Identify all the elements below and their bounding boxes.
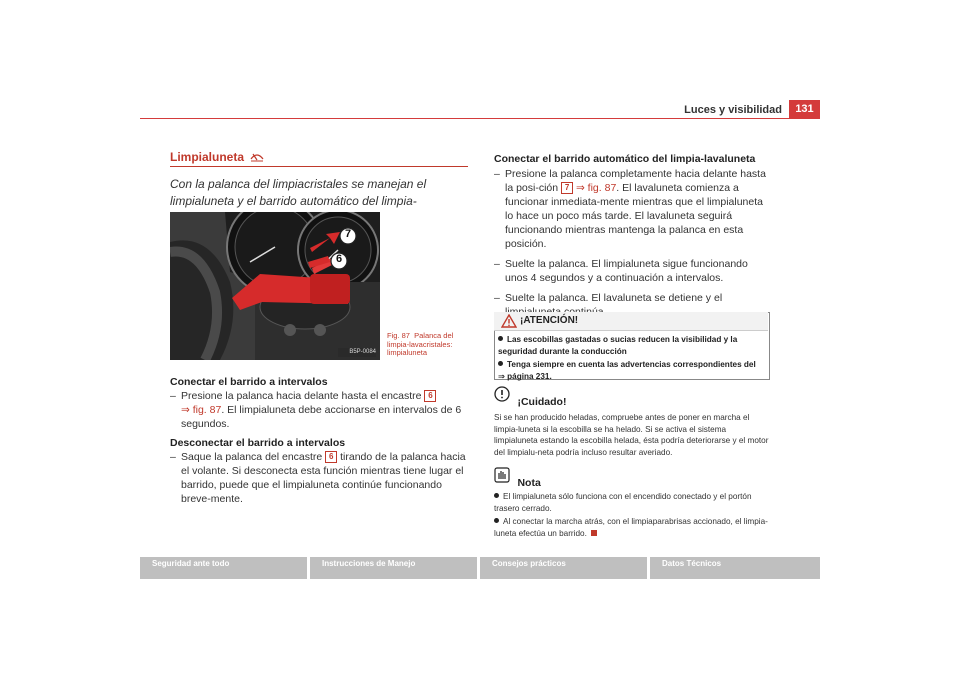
footer-tab-seguridad[interactable]: Seguridad ante todo	[140, 557, 307, 579]
caution-text: Si se han producido heladas, compruebe antes de poner en marcha el limpia-luneta si la escobilla se ha helado. Si se activa el sistema limpialuneta estando la escobilla helada, ésta podría deteriorarse y el motor del limpialu-neta podría incluso resultar averiado.	[494, 413, 769, 457]
position-badge-6: 6	[424, 390, 436, 402]
footer-tab-consejos[interactable]: Consejos prácticos	[480, 557, 647, 579]
note-section	[494, 467, 770, 539]
paragraph-auto-wash: – Presione la palanca completamente hacia delante hasta la posi-ción 7 ⇒ fig. 87. El lavaluneta comienza a funcionar inmediata-mente mientras que el limpialuneta lo hace un poco más tarde. El lavaluneta seguirá funcionando mientras mantenga la palanca en esta posición.	[494, 168, 766, 250]
callout-7: 7	[344, 228, 352, 240]
figure-code: B5P-0084	[349, 349, 376, 355]
heading-intervals-off: Desconectar el barrido a intervalos	[170, 437, 346, 449]
header-rule	[140, 118, 820, 119]
fig-link[interactable]: ⇒ fig. 87	[181, 404, 222, 416]
paragraph-release-1: – Suelte la palanca. El limpialuneta sigue funcionando unos 4 segundos y a continuación a intervalos.	[494, 258, 748, 284]
warning-header	[494, 312, 768, 331]
bullet-icon	[498, 361, 503, 366]
section-rule	[170, 166, 468, 167]
bullet-icon	[494, 493, 499, 498]
right-column	[494, 153, 770, 319]
note-title: Nota	[517, 477, 541, 489]
fig-link[interactable]: ⇒ fig. 87	[575, 182, 617, 194]
figure-wiper-lever	[170, 212, 380, 360]
paragraph-intervals-on: – Presione la palanca hacia delante hasta el encastre 6 ⇒ fig. 87. El limpialuneta debe accionarse en intervalos de 6 segundos.	[170, 390, 462, 430]
footer-tab-instrucciones[interactable]: Instrucciones de Manejo	[310, 557, 477, 579]
caution-title: ¡Cuidado!	[517, 396, 567, 408]
note-item-2: Al conectar la marcha atrás, con el limpiaparabrisas accionado, el limpia-luneta efectúa un barrido.	[494, 517, 768, 538]
note-hand-icon	[494, 467, 510, 483]
heading-intervals-on: Conectar el barrido a intervalos	[170, 376, 328, 388]
page-link[interactable]: ⇒ página 231.	[498, 371, 552, 381]
paragraph-release-2: – Suelte la palanca. El lavaluneta se detiene y el	[494, 292, 723, 304]
section-intro: Con la palanca del limpiacristales se manejan el limpialuneta y el barrido automático del limpia-	[170, 177, 427, 208]
section-title: Limpialuneta	[170, 150, 264, 164]
warning-title: ¡ATENCIÓN!	[520, 315, 579, 326]
figure-caption: Fig. 87 Palanca del limpia-lavacristales: limpialuneta	[387, 331, 454, 357]
running-header-title: Luces y visibilidad	[684, 104, 782, 116]
position-badge-7: 7	[561, 182, 573, 194]
note-item-1: El limpialuneta sólo funciona con el encendido conectado y el portón trasero cerrado.	[494, 492, 752, 513]
warning-item-1: Las escobillas gastadas o sucias reducen la visibilidad y la seguridad durante la conducción	[498, 335, 738, 356]
heading-auto-wash: Conectar el barrido automático del limpia-lavaluneta	[494, 153, 756, 165]
warning-body	[498, 334, 766, 382]
bullet-icon	[498, 336, 503, 341]
left-column	[170, 376, 470, 506]
position-badge-6: 6	[325, 451, 337, 463]
caution-section	[494, 386, 770, 458]
footer-tab-datos[interactable]: Datos Técnicos	[650, 557, 820, 579]
bullet-icon	[494, 518, 499, 523]
caution-exclamation-icon	[494, 386, 510, 402]
page-number: 131	[789, 100, 820, 119]
paragraph-intervals-off: – Saque la palanca del encastre 6 tirando de la palanca hacia el volante. Si desconecta esta función mientras tiene lugar el barrido, puede que el limpialuneta continúe funcionando breve-mente.	[170, 451, 466, 505]
warning-triangle-icon	[501, 314, 517, 328]
warning-item-2: Tenga siempre en cuenta las advertencias correspondientes del ⇒ página 231.	[498, 360, 756, 381]
callout-6: 6	[335, 253, 343, 265]
end-square-icon	[591, 530, 597, 536]
rear-wiper-icon	[250, 151, 264, 162]
